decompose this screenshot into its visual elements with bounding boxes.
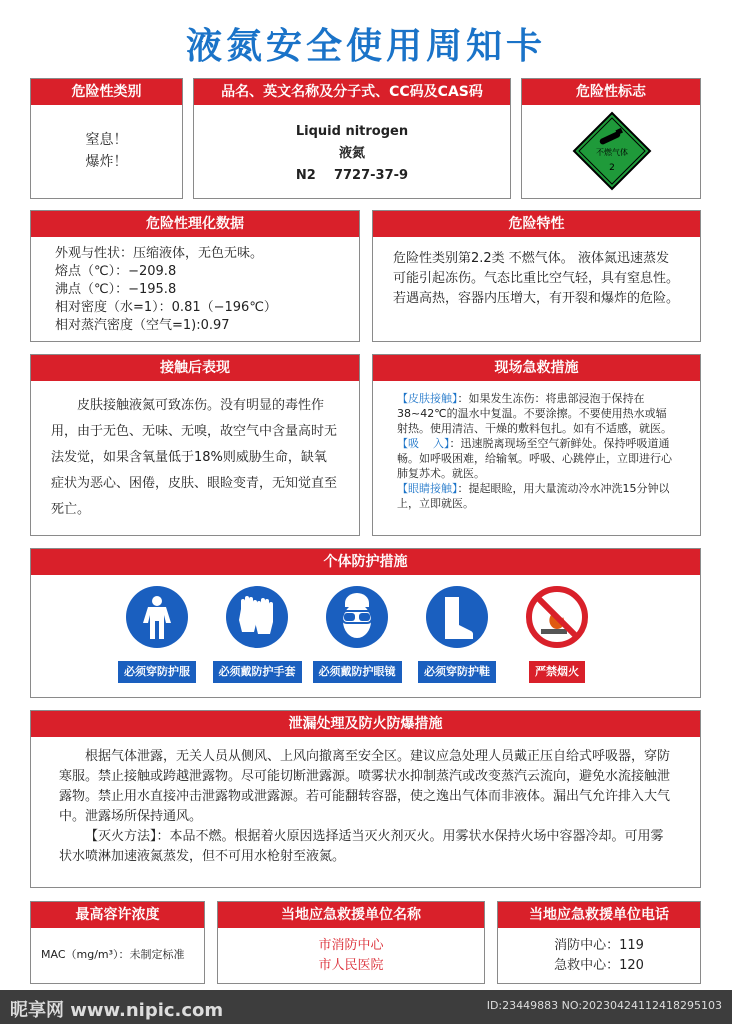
goggles-icon <box>325 585 389 649</box>
leak-panel <box>30 710 701 888</box>
ppe-label: 必须戴防护眼镜 <box>313 661 402 683</box>
first-aid-label: 【皮肤接触】 <box>397 392 458 405</box>
page-title: 液氮安全使用周知卡 <box>185 26 546 67</box>
first-aid-header: 现场急救措施 <box>373 355 700 381</box>
physchem-panel <box>30 210 360 342</box>
protective-suit-icon <box>125 585 189 649</box>
physchem-line: 相对蒸汽密度（空气=1):0.97 <box>55 318 230 333</box>
mac-panel <box>30 901 205 984</box>
ppe-item <box>507 585 607 683</box>
rescue-units-panel <box>217 901 485 984</box>
hazard-sign-label: 不燃气体 <box>596 148 628 157</box>
rescue-phones-header: 当地应急救援单位电话 <box>498 902 700 928</box>
ppe-label: 必须戴防护手套 <box>213 661 302 683</box>
chinese-name: 液氮 <box>338 146 365 161</box>
first-aid-item <box>397 481 676 511</box>
formula-cas: N2 7727-37-9 <box>295 168 409 183</box>
physchem-header: 危险性理化数据 <box>31 211 359 237</box>
physchem-line: 外观与性状：压缩液体，无色无味。 <box>55 246 264 261</box>
hazard-class-header: 危险性类别 <box>31 79 182 105</box>
first-aid-text: ：迅速脱离现场至空气新鲜处。保持呼吸道通畅。如呼吸困难，给输氧。呼吸、心跳停止，立即进行心肺复苏术。就医。 <box>397 437 672 480</box>
hazard-sign-panel <box>521 78 701 199</box>
ppe-item <box>207 585 307 683</box>
first-aid-text: ：如果发生冻伤：将患部浸泡于保持在38~42℃的温水中复温。不要涂擦。不要使用热水或辐射热。使用清洁、干燥的敷料包扎。如有不适感，就医。 <box>397 392 672 435</box>
rescue-unit: 市人民医院 <box>318 958 384 973</box>
contact-panel <box>30 354 360 536</box>
ppe-item <box>407 585 507 683</box>
leak-para: 根据气体泄露，无关人员从侧风、上风向撤离至安全区。建议应急处理人员戴正压自给式呼吸器，穿防寒服。禁止接触或跨越泄露物。尽可能切断泄露源。喷雾状水抑制蒸汽或改变蒸汽云流向，避免水流接触泄露物。禁止用水直接冲击泄露物或泄露源。若可能翻转容器，使之逸出气体而非液体。漏出气允许排入大气中。泄露场所保持通风。 <box>59 749 671 824</box>
first-aid-item <box>397 391 676 436</box>
watermark-id: ID:23449883 NO:20230424112418295103 <box>486 999 722 1012</box>
no-fire-icon <box>525 585 589 649</box>
boots-icon <box>425 585 489 649</box>
hazard-sign-number: 2 <box>609 163 615 173</box>
leak-para: 【灭火方法】：本品不燃。根据着火原因选择适当灭火剂灭火。用雾状水保持火场中容器冷却。可用雾状水喷淋加速液氮蒸发，但不可用水枪射至液氮。 <box>59 829 664 864</box>
leak-header: 泄漏处理及防火防爆措施 <box>31 711 700 737</box>
hazard-features-text: 危险性类别第2.2类 不燃气体。 液体氮迅速蒸发可能引起冻伤。气态比重比空气轻，具有窒息性。若遇高热，容器内压增大，有开裂和爆炸的危险。 <box>393 251 680 306</box>
watermark-bar <box>0 990 732 1024</box>
hazard-class-panel <box>30 78 183 199</box>
mac-header: 最高容许浓度 <box>31 902 204 928</box>
physchem-line: 相对密度（水=1）：0.81（−196℃） <box>55 300 277 315</box>
contact-header: 接触后表现 <box>31 355 359 381</box>
physchem-line: 沸点（℃）：−195.8 <box>55 282 177 297</box>
first-aid-text: ：提起眼睑，用大量流动冷水冲洗15分钟以上，立即就医。 <box>397 482 670 510</box>
hazard-sign-header: 危险性标志 <box>522 79 700 105</box>
watermark-logo-text: 昵享网 www.nipic.com <box>10 1000 224 1021</box>
english-name: Liquid nitrogen <box>295 124 409 139</box>
first-aid-label: 【吸 入】 <box>397 437 450 450</box>
gloves-icon <box>225 585 289 649</box>
ppe-item <box>307 585 407 683</box>
ppe-label: 严禁烟火 <box>529 661 585 683</box>
rescue-units-header: 当地应急救援单位名称 <box>218 902 484 928</box>
hazard-class-line: 窒息！ <box>85 132 128 148</box>
rescue-phone: 急救中心：120 <box>554 958 644 973</box>
hazard-class-line: 爆炸！ <box>85 154 128 170</box>
hazard-features-panel <box>372 210 701 342</box>
ppe-label: 必须穿防护鞋 <box>418 661 496 683</box>
first-aid-label: 【眼睛接触】 <box>397 482 458 495</box>
hazard-features-header: 危险特性 <box>373 211 700 237</box>
rescue-unit: 市消防中心 <box>318 938 384 953</box>
names-panel <box>193 78 511 199</box>
ppe-label: 必须穿防护服 <box>118 661 196 683</box>
ppe-header: 个体防护措施 <box>31 549 700 575</box>
names-header: 品名、英文名称及分子式、CC码及CAS码 <box>194 79 510 105</box>
rescue-phones-panel <box>497 901 701 984</box>
first-aid-panel <box>372 354 701 536</box>
first-aid-item <box>397 436 676 481</box>
contact-text: 皮肤接触液氮可致冻伤。没有明显的毒性作用，由于无色、无味、无嗅，故空气中含量高时无法发觉，如果含氧量低于18%则威胁生命，缺氧症状为恶心、困倦，皮肤、眼睑变青，无知觉直至死亡。 <box>51 398 338 517</box>
ppe-panel <box>30 548 701 698</box>
mac-text: MAC（mg/m³）：未制定标准 <box>41 948 185 961</box>
physchem-line: 熔点（℃）：−209.8 <box>55 264 177 279</box>
rescue-phone: 消防中心：119 <box>554 938 644 953</box>
ppe-item <box>107 585 207 683</box>
